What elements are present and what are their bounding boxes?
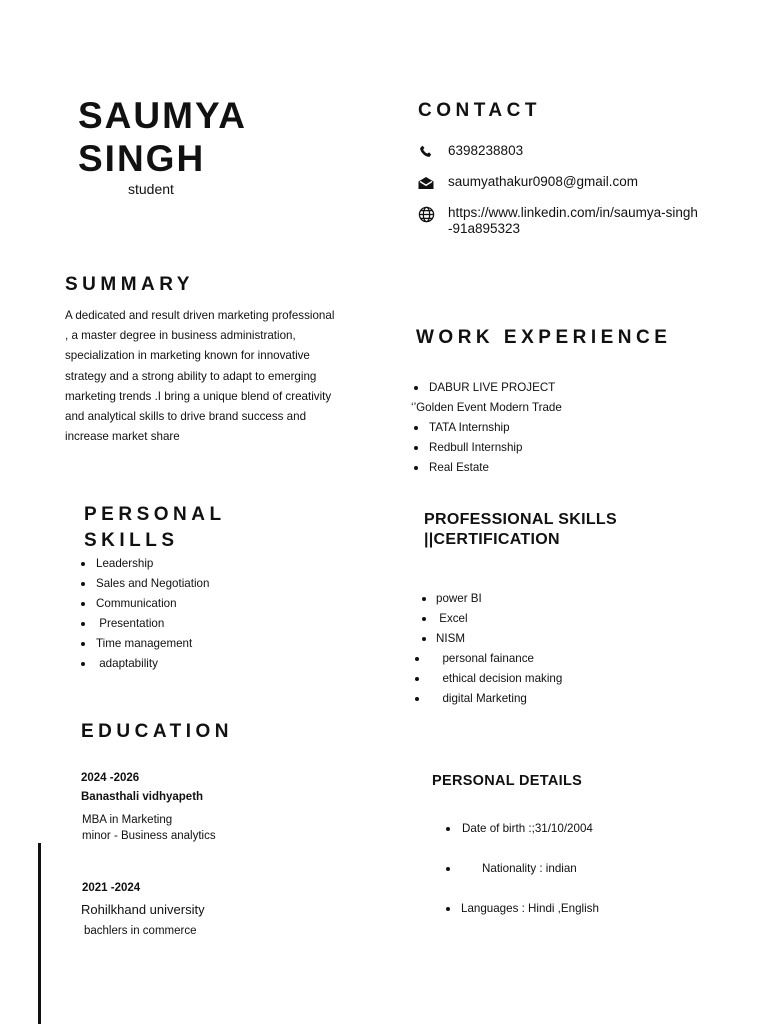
name-last: SINGH xyxy=(78,138,206,179)
education-years-2: 2021 -2024 xyxy=(82,882,141,894)
list-item: digital Marketing xyxy=(414,689,714,709)
list-item: DABUR LIVE PROJECT xyxy=(411,378,711,398)
personal-details-list xyxy=(440,899,740,919)
list-item: personal fainance xyxy=(414,649,714,669)
list-item: Redbull Internship xyxy=(411,438,711,458)
decorative-vertical-line xyxy=(38,843,41,1024)
phone-icon xyxy=(416,143,436,161)
list-item: Presentation xyxy=(80,614,330,634)
list-item: power BI xyxy=(414,589,714,609)
list-item: TATA Internship xyxy=(411,418,711,438)
education-institution-1: Banasthali vidhyapeth xyxy=(81,791,204,803)
contact-linkedin-row xyxy=(416,205,698,237)
list-item: ‘’Golden Event Modern Trade xyxy=(411,401,562,414)
education-heading: EDUCATION xyxy=(81,721,234,742)
personal-details-list xyxy=(440,859,740,879)
personal-skills-list xyxy=(80,554,330,674)
list-item: ethical decision making xyxy=(414,669,714,689)
list-item: Real Estate xyxy=(411,458,711,478)
candidate-role: student xyxy=(128,181,174,197)
education-degree-2: bachlers in commerce xyxy=(84,925,197,937)
education-institution-2: Rohilkhand university xyxy=(81,902,205,917)
phone-number[interactable]: 6398238803 xyxy=(448,143,524,158)
work-experience-list xyxy=(411,378,711,478)
name-first: SAUMYA xyxy=(78,95,247,136)
list-item: Date of birth :;31/10/2004 xyxy=(440,819,740,839)
education-minor-1: minor - Business analytics xyxy=(82,830,216,842)
contact-phone-row xyxy=(416,143,698,161)
personal-skills-heading: PERSONAL SKILLS xyxy=(84,504,226,551)
summary-heading: SUMMARY xyxy=(65,274,194,295)
education-years-1: 2024 -2026 xyxy=(81,772,140,784)
work-experience-heading: WORK EXPERIENCE xyxy=(416,327,672,348)
professional-skills-heading: PROFESSIONAL SKILLS ||CERTIFICATION xyxy=(424,511,617,548)
list-item: Sales and Negotiation xyxy=(80,574,330,594)
list-item: Excel xyxy=(414,609,714,629)
contact-heading: CONTACT xyxy=(418,100,541,121)
education-degree-1: MBA in Marketing xyxy=(82,814,173,826)
list-item: NISM xyxy=(414,629,714,649)
list-item: Time management xyxy=(80,634,330,654)
contact-email-row xyxy=(416,174,698,192)
email-address[interactable]: saumyathakur0908@gmail.com xyxy=(448,174,639,189)
globe-icon xyxy=(416,205,436,223)
linkedin-url[interactable]: https://www.linkedin.com/in/saumya-singh-91a895323 xyxy=(448,205,698,236)
list-item: adaptability xyxy=(80,654,330,674)
personal-details-heading: PERSONAL DETAILS xyxy=(432,773,583,789)
list-item: Communication xyxy=(80,594,330,614)
list-item: Nationality : indian xyxy=(440,859,740,879)
personal-details-list xyxy=(440,819,740,839)
envelope-icon xyxy=(416,174,436,192)
list-item: Languages : Hindi ,English xyxy=(440,899,740,919)
list-item: Leadership xyxy=(80,554,330,574)
summary-text: A dedicated and result driven marketing professional , a master degree in business administration, specialization in marketing known for innovative strategy and a strong ability to adapt to emerging marketing trends .I bring a unique blend of creativity and analytical skills to drive brand success and increase market share xyxy=(65,309,335,444)
professional-skills-list xyxy=(414,589,714,709)
candidate-name xyxy=(78,94,247,180)
